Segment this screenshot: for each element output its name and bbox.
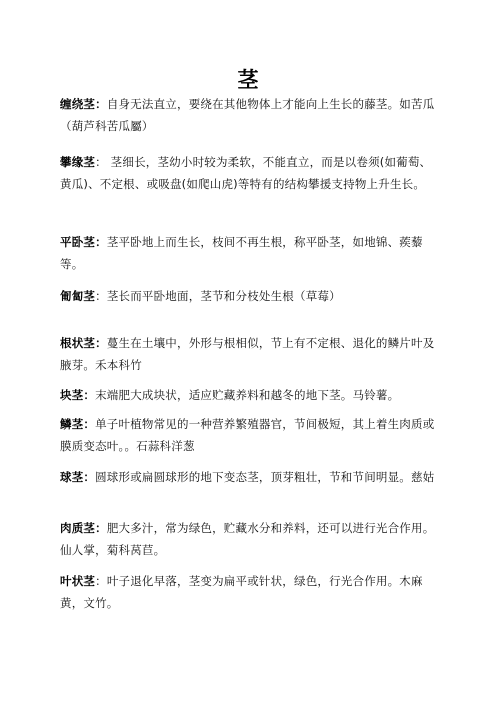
entry-kuai [60,384,440,406]
entry-sep: ： [95,289,107,303]
entry-term: 叶状茎 [60,574,96,588]
entry-sep: ： [95,574,107,588]
page-title: 茎 [237,68,259,92]
entry-sep: ： [83,388,96,402]
entry-sep: ： [83,470,96,484]
entry-term: 根状茎 [60,336,96,350]
entry-text: 圆球形或扁圆球形的地下变态茎，顶芽粗壮，节和节间明显。慈姑 [95,470,435,484]
entry-sep: ： [83,417,96,431]
entry-text: 自身无法直立，要绕在其他物体上才能向上生长的藤茎。如苦瓜（葫芦科苦瓜屬） [60,97,435,133]
entry-text: 单子叶植物常见的一种营养繁殖器官，节间极短，其上着生肉质或膜质变态叶。。石蒜科洋葱 [60,417,435,453]
entry-text: 茎长而平卧地面，茎节和分枝处生根（草莓） [106,289,341,303]
entry-chanrao [60,93,440,137]
entry-term: 缠绕茎 [60,97,96,111]
entry-term: 球茎 [60,470,84,484]
entry-genzhuang [60,332,440,376]
entry-pufu [60,285,440,307]
entry-lin [60,413,440,457]
entry-text: 叶子退化早落，茎变为扁平或针状，绿色，行光合作用。木麻黄，文竹。 [60,574,423,610]
entry-sep: ： [95,336,107,350]
entry-panyuan [60,151,440,195]
entry-sep: ： [95,97,107,111]
entry-term: 肉质茎 [60,521,96,535]
entry-term: 块茎 [60,388,84,402]
entry-term: 平卧茎 [60,235,96,249]
entry-sep: ： [95,521,107,535]
entry-term: 鳞茎 [60,417,84,431]
entry-text: 末端肥大成块状，适应贮藏养料和越冬的地下茎。马铃薯。 [95,388,400,402]
entry-rouzhi [60,517,440,561]
entry-qiu [60,466,440,488]
entry-term: 攀缘茎 [60,155,96,169]
entry-text: 肥大多汁，常为绿色，贮藏水分和养料，还可以进行光合作用。仙人掌，菊科莴苣。 [60,521,435,557]
entry-sep: ： [95,235,107,249]
entry-text: 茎平卧地上而生长，枝间不再生根，称平卧茎，如地锦、蒺藜等。 [60,235,423,271]
entry-text: 蔓生在土壤中，外形与根相似，节上有不定根、退化的鳞片叶及腋芽。禾本科竹 [60,336,435,372]
entry-pingwo [60,231,440,275]
entry-text: 茎细长，茎幼小时较为柔软，不能直立，而是以卷须(如葡萄、黄瓜)、不定根、或吸盘(如爬山虎)等特有的结构攀援支持物上升生长。 [60,155,432,191]
entry-yezhuang [60,570,440,614]
entry-sep: ： [95,155,107,169]
entry-term: 匍匐茎 [60,289,96,303]
